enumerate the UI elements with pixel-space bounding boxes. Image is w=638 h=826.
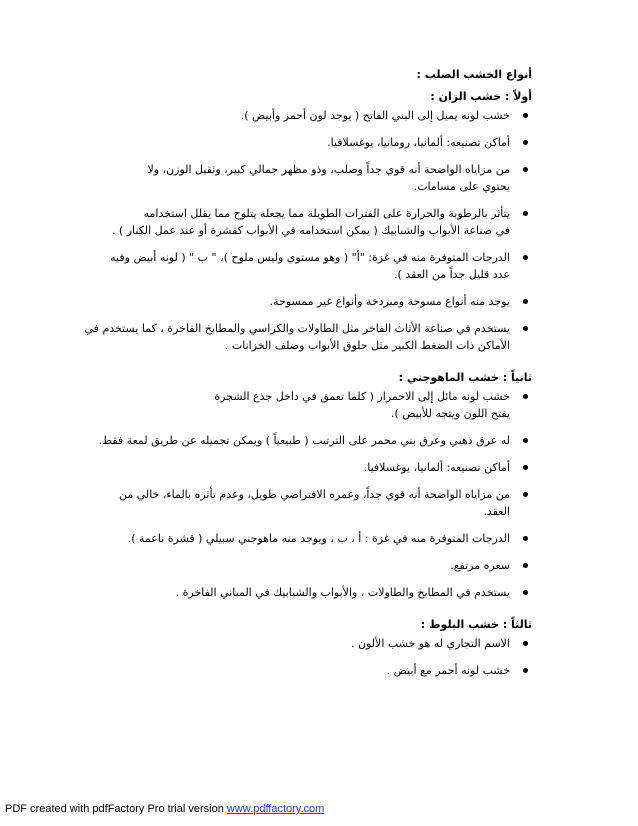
list-item: يوجد منه أنواع مسوحة ومبردخة وأنواع غير ممسوحة.: [92, 293, 532, 310]
section-heading: ثانياً : خشب الماهوجني :: [398, 371, 532, 384]
list-item: أماكن تصنيعه: ألمانيا، يوغسلافيا.: [92, 459, 532, 476]
section-mahogany: [92, 369, 532, 601]
list-item: له عرق ذهبي وعرق بني محمر على الترتيب ( طبيعياً ) ويمكن تجميله عن طريق لمعة فقط.: [36, 432, 532, 449]
list-item: من مزاياه الواضحة أنه قوي جداً، وعمره الافتراضي طويل، وعدم تأثره بالماء، خالي من العقد.: [36, 486, 532, 520]
list-item: خشب لونه أحمر مع أبيض .: [92, 662, 532, 679]
list-item: خشب لونه مائل إلى الاحمرار ( كلما تعمق في داخل جذع الشجرة يفتح اللون ويتجه للأبيض ).: [92, 388, 532, 422]
section-beech: [84, 88, 532, 354]
section-heading: ثالثاً : خشب البلوط :: [420, 618, 532, 631]
list-item: أماكن تصنيعه: ألمانيا، رومانيا، يوغسلافيا.: [92, 134, 532, 151]
list-item: الاسم التجاري له هو خشب الألون .: [92, 635, 532, 652]
list-item: يتأثر بالرطوبة والحرارة على الفترات الطويلة مما يجعله يتلوح مما يقلل استخدامه في صناعة الأبواب والشبابيك ( يمكن استخدامه في الأبواب كقشرة أو عند عمل الكنار ) .: [92, 205, 532, 239]
list-item: الدرجات المتوفرة منه في غزة : أ ، ب ، ويوجد منه ماهوجني سبيلي ( قشرة ناعمة ).: [92, 530, 532, 547]
pdf-footer: [5, 803, 324, 815]
list-item: سعره مرتفع.: [92, 557, 532, 574]
section-heading: أولاً : خشب الزان :: [430, 90, 532, 103]
list-item: الدرجات المتوفرة منه في غزة: "أ" ( وهو مستوي وليس ملوح )، " ب " ( لونه أبيض وفيه عدد قليل جداً من العقد ).: [36, 249, 532, 283]
footer-link[interactable]: www.pdffactory.com: [226, 803, 325, 815]
bullet-list: [92, 388, 532, 601]
list-item: من مزاياه الواضحة أنه قوي جداً وصلب، وذو مظهر جمالي كبير، وثقيل الوزن، ولا يحتوي على مسامات.: [92, 161, 532, 195]
list-item: يستخدم في المطابخ والطاولات ، والأبواب والشبابيك في المباني الفاخرة .: [92, 584, 532, 601]
list-item: يستخدم في صناعة الأثاث الفاخر مثل الطاولات والكراسي والمطابخ الفاخرة ، كما يستخدم في الأماكن ذات الضغط الكبير مثل حلوق الأبواب وضلف الخزانات .: [36, 320, 532, 354]
bullet-list: [84, 107, 532, 354]
bullet-list: [92, 635, 532, 679]
document-body: [84, 66, 532, 689]
document-title: أنواع الخشب الصلب :: [416, 68, 532, 81]
section-oak: [92, 616, 532, 679]
footer-text: PDF created with pdfFactory Pro trial version: [5, 803, 227, 815]
list-item: خشب لونه يميل إلى البني الفاتح ( يوجد لون أحمر وأبيض ).: [92, 107, 532, 124]
